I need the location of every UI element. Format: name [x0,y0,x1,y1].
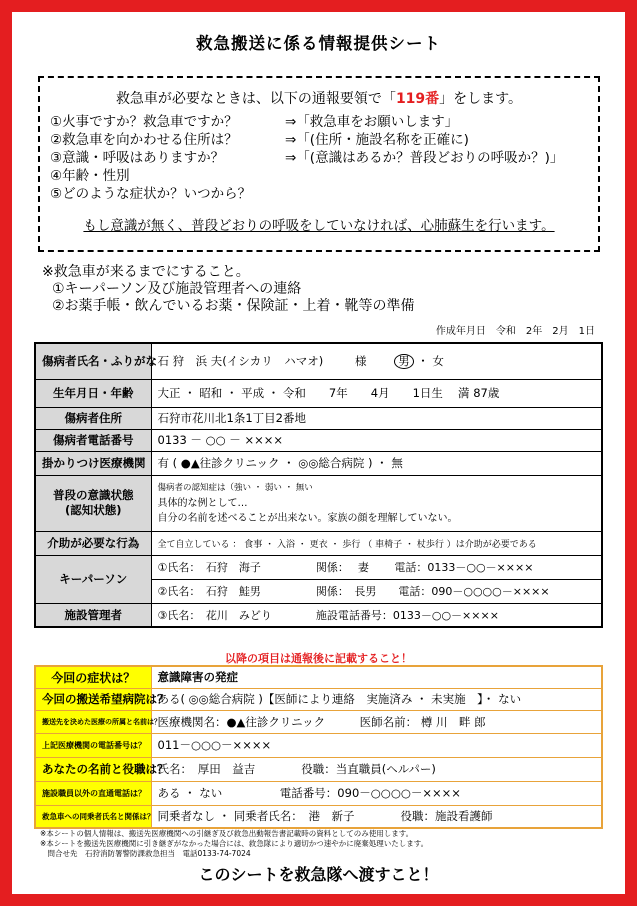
sex-male: 男 [394,354,414,369]
row-reporter [35,757,602,781]
before-arrival-heading: ※救急車が来るまでにすること。 [42,264,250,280]
consciousness-cell [151,475,602,531]
clinic-value: 有 ( ●▲往診クリニック ・ ◎◎総合病院 ) ・ 無 [151,451,602,475]
care-label: 介助が必要な行為 [35,531,151,555]
name-honorific: 様 [354,354,367,369]
row-symptom [35,666,602,688]
footnote-contact: 問合せ先 石狩消防署警防課救急担当 電話0133-74-7024 [40,849,251,858]
escort-label: 救急車への同乗者氏名と関係は？ [35,805,151,828]
symptom-label: 今回の症状は？ [35,666,151,688]
row-keyperson-1 [35,555,602,579]
clinic-label: 掛かりつけ医療機関 [35,451,151,475]
patient-info-table [34,342,603,628]
row-decided [35,710,602,733]
birth-label: 生年月日・年齢 [35,379,151,407]
page-title: 救急搬送に係る情報提供シート [196,34,441,53]
answer-2: ⇒「(住所・施設名称を正確に) [285,132,469,148]
address-value: 石狩市花川北1条1丁目2番地 [151,407,602,429]
call-heading-post: 」をします。 [439,91,523,107]
consciousness-label: 普段の意識状態 (認知状態) [35,475,151,531]
answer-1: ⇒「救急車をお願いします」 [285,114,459,130]
decided-value: 医療機関名：●▲往診クリニック 医師名前： 樽 川 畔 郎 [151,710,602,733]
hospital-value: ある( ◎◎総合病院 )【医師により連絡 実施済み ・ 未実施 】・ ない [151,688,602,710]
keyperson-1: ①氏名： 石狩 海子 関係： 妻 電話：0133－○○－×××× [151,555,602,579]
call-number: 119番 [395,91,440,107]
decided-label: 搬送先を決めた医療の所属と名前は？ [35,710,151,733]
before-item-1: ①キーパーソン及び施設管理者への連絡 [52,281,302,297]
call-heading [38,88,600,108]
reporter-label: あなたの名前と役職は？ [35,757,151,781]
question-3: ③意識・呼吸はありますか？ [50,150,225,166]
row-phone [35,429,602,451]
keyperson-label: キーパーソン [35,555,151,603]
address-label: 傷病者住所 [35,407,151,429]
hospital-phone-label: 上記医療機関の電話番号は？ [35,733,151,757]
row-hospital [35,688,602,710]
sex-female: 女 [432,354,444,369]
sex-selector [394,354,444,368]
reporter-value: 氏名： 厚田 益吉 役職：当直職員(ヘルパー) [151,757,602,781]
admin-label: 施設管理者 [35,603,151,627]
row-direct-phone [35,781,602,805]
symptom-value: 意識障害の発症 [151,666,602,688]
sex-separator: ・ [417,354,429,369]
row-clinic [35,451,602,475]
admin-value: ③氏名： 花川 みどり 施設電話番号：0133－○○－×××× [151,603,602,627]
keyperson-2: ②氏名： 石狩 鮭男 関係： 長男 電話：090－○○○○－×××× [151,579,602,603]
row-care [35,531,602,555]
row-name [35,343,602,379]
created-date: 作成年月日 令和 2年 2月 1日 [435,326,595,337]
question-2: ②救急車を向かわせる住所は？ [50,132,238,148]
name-label: 傷病者氏名・ふりがな [35,343,151,379]
after-call-note: 以降の項目は通報後に記載すること！ [225,652,412,665]
name-value: 石 狩 浜 夫(イシカリ ハマオ) [157,354,324,369]
cpr-note [38,214,600,234]
phone-label: 傷病者電話番号 [35,429,151,451]
question-4: ④年齢・性別 [50,168,130,184]
before-item-2: ②お薬手帳・飲んでいるお薬・保険証・上着・靴等の準備 [52,298,415,314]
birth-value: 大正 ・ 昭和 ・ 平成 ・ 令和 7年 4月 1日生 満 87歳 [151,379,602,407]
example-intro: 具体的な例として… [157,497,248,509]
question-5: ⑤どのような症状か？いつから？ [50,186,252,202]
question-1: ①火事ですか？救急車ですか？ [50,114,238,130]
name-cell [151,343,602,379]
row-escort [35,805,602,828]
row-consciousness [35,475,602,531]
answer-3: ⇒「(意識はあるか？普段どおりの呼吸か？)」 [285,150,564,166]
call-heading-pre: 救急車が必要なときは、以下の通報要領で「 [115,91,396,107]
footnote-1: ※本シートの個人情報は、搬送先医療機関への引継ぎ及び救急出動報告書記載時の資料としてのみ使用します。 [40,829,414,838]
hospital-phone-value: 011－○○○－×××× [151,733,602,757]
direct-phone-value: ある ・ ない 電話番号：090－○○○○－×××× [151,781,602,805]
hospital-label: 今回の搬送希望病院は？ [35,688,151,710]
footnote-2: ※本シートを搬送先医療機関に引き継ぎがなかった場合には、救急隊により適切かつ速やかに廃棄処理いたします。 [40,839,429,848]
care-value: 全て自立している ： 食事 ・ 入浴 ・ 更衣 ・ 歩行 （ 車椅子 ・ 杖歩行 ）は介助が必要である [151,531,602,555]
example-text: 自分の名前を述べることが出来ない。家族の顔を理解していない。 [157,512,458,524]
row-address [35,407,602,429]
phone-value: 0133 － ○○ － ×××× [151,429,602,451]
escort-value: 同乗者なし ・ 同乗者氏名： 港 新子 役職：施設看護師 [151,805,602,828]
row-admin [35,603,602,627]
cpr-note-text: もし意識が無く、普段どおりの呼吸をしていなければ、心肺蘇生を行います。 [83,218,555,234]
row-birth [35,379,602,407]
handover-instruction: このシートを救急隊へ渡すこと！ [198,865,439,884]
dementia-level: 傷病者の認知症は（強い ・ 弱い ・ 無い [157,482,313,493]
direct-phone-label: 施設職員以外の直通電話は？ [35,781,151,805]
after-call-table [34,665,603,829]
row-hospital-phone [35,733,602,757]
